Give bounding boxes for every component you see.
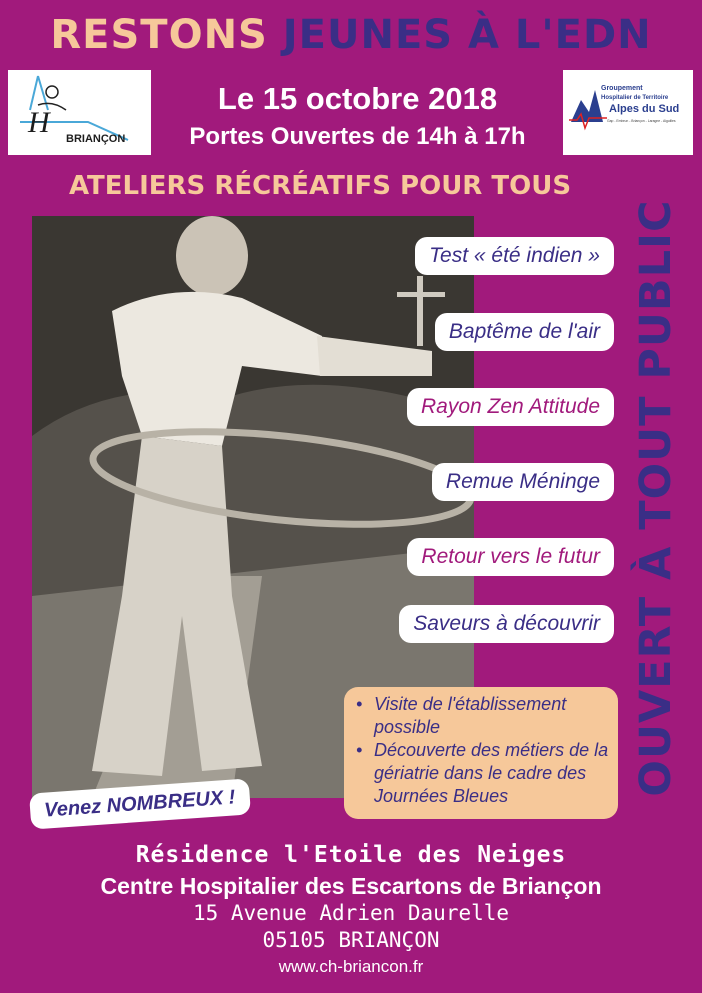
footer-city: 05105 BRIANÇON	[262, 928, 440, 952]
info-item-metiers: • Découverte des métiers de la gériatrie dans le cadre des Journées Bleues	[374, 739, 618, 808]
activity-4: Remue Méninge	[432, 463, 614, 501]
logo-briancon-text: BRIANÇON	[66, 133, 126, 145]
ght-line2: Hospitalier de Territoire	[601, 95, 669, 101]
footer-street: 15 Avenue Adrien Daurelle	[192, 901, 510, 925]
main-title	[0, 10, 702, 60]
activity-2: Baptême de l'air	[435, 313, 614, 351]
footer-residence: Résidence l'Etoile des Neiges	[135, 842, 567, 868]
ateliers-heading: ATELIERS RÉCRÉATIFS POUR TOUS	[68, 171, 572, 201]
activity-6: Saveurs à découvrir	[399, 605, 614, 643]
briancon-logo	[8, 70, 151, 155]
activity-5: Retour vers le futur	[407, 538, 614, 576]
venez-nombreux-badge: Venez NOMBREUX !	[29, 778, 250, 829]
ght-line1: Groupement	[601, 85, 643, 92]
title-part-1: RESTONS	[50, 12, 283, 58]
activity-1: Test « été indien »	[415, 237, 614, 275]
briancon-logo-graphic	[8, 70, 151, 155]
info-item-visite: • Visite de l'établissement possible	[374, 693, 618, 739]
vertical-text: OUVERT À TOUT PUBLIC	[631, 199, 681, 797]
footer-website[interactable]: www.ch-briancon.fr	[278, 957, 424, 976]
footer-hospital: Centre Hospitalier des Escartons de Briançon	[100, 873, 602, 899]
event-date: Le 15 octobre 2018	[217, 81, 498, 116]
activity-3: Rayon Zen Attitude	[407, 388, 614, 426]
ght-line4: Gap - Embrun - Briançon - Laragne - Aiguilles	[607, 119, 676, 123]
info-list	[344, 693, 618, 808]
vertical-banner	[620, 178, 692, 818]
ght-logo-graphic	[563, 70, 693, 155]
info-box	[344, 687, 618, 819]
title-part-2: JEUNES À L'EDN	[282, 12, 652, 58]
ght-line3: Alpes du Sud	[609, 103, 680, 115]
event-hours: Portes Ouvertes de 14h à 17h	[189, 123, 526, 150]
ght-alpes-du-sud-logo	[563, 70, 693, 155]
logo-letter: H	[28, 106, 50, 139]
